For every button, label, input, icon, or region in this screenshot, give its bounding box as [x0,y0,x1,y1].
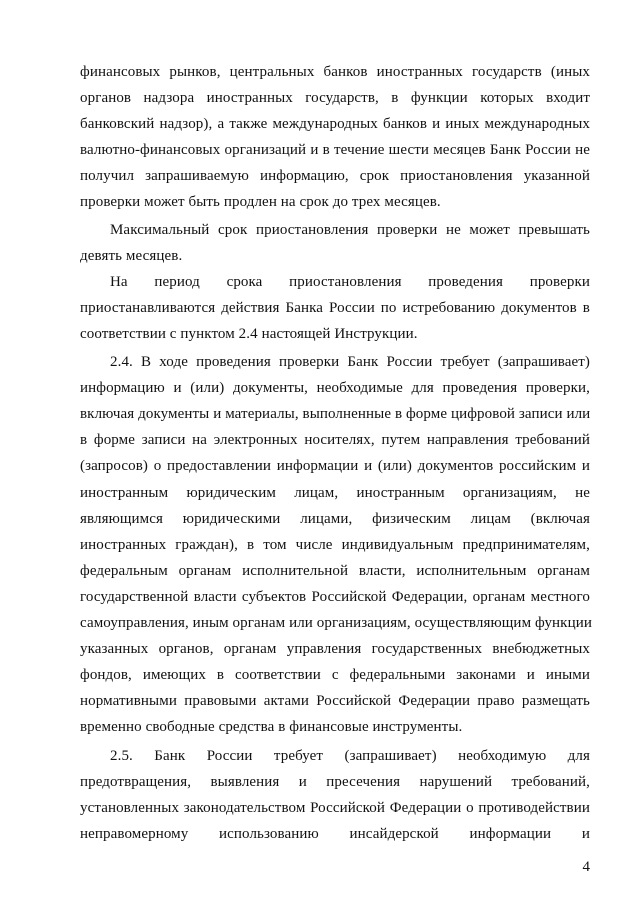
text-line: получил запрашиваемую информацию, срок приостановления указанной [80,168,590,184]
text-line: банковский надзор), а также международных банков и иных международных [80,116,590,132]
text-line: 2.5. Банк России требует (запрашивает) необходимую для [110,748,590,764]
text-line: информацию и (или) документы, необходимые для проведения проверки, [80,380,590,396]
text-line: указанных органов, органам управления государственных внебюджетных [80,641,590,657]
text-line: иностранным юридическим лицам, иностранным организациям, не [80,485,590,501]
text-line: временно свободные средства в финансовые инструменты. [80,719,463,735]
text-line: органов надзора иностранных государств, в функции которых входит [80,90,590,106]
text-line: неправомерному использованию инсайдерской информации и [80,826,590,842]
text-line: государственной власти субъектов Российской Федерации, органам местного [80,589,590,605]
text-line: установленных законодательством Российской Федерации о противодействии [80,800,590,816]
text-line: нормативными правовыми актами Российской Федерации право размещать [80,693,590,709]
text-line: являющимся юридическими лицами, физическим лицам (включая [80,511,590,527]
text-line: иностранных граждан), в том числе индивидуальным предпринимателям, [80,537,590,553]
text-line: предотвращения, выявления и пресечения нарушений требований, [80,774,590,790]
text-line: проверки может быть продлен на срок до трех месяцев. [80,194,441,210]
text-line: 2.4. В ходе проведения проверки Банк России требует (запрашивает) [110,354,590,370]
text-line: соответствии с пунктом 2.4 настоящей Инструкции. [80,326,418,342]
text-line: в форме записи на электронных носителях, путем направления требований [80,432,590,448]
text-line: включая документы и материалы, выполненные в форме цифровой записи или [80,406,591,422]
text-line: Максимальный срок приостановления проверки не может превышать [110,222,590,238]
text-line: валютно-финансовых организаций и в течение шести месяцев Банк России не [80,142,590,158]
page-number: 4 [582,859,590,875]
text-line: (запросов) о предоставлении информации и (или) документов российским и [80,458,590,474]
text-line: фондов, имеющих в соответствии с федеральными законами и иными [80,667,590,683]
text-line: финансовых рынков, центральных банков иностранных государств (иных [80,64,590,80]
text-line: федеральным органам исполнительной власти, исполнительным органам [80,563,590,579]
text-line: На период срока приостановления проведения проверки [110,274,590,290]
text-line: самоуправления, иным органам или организациям, осуществляющим функции [80,615,592,631]
text-line: приостанавливаются действия Банка России по истребованию документов в [80,300,590,316]
text-line: девять месяцев. [80,248,183,264]
